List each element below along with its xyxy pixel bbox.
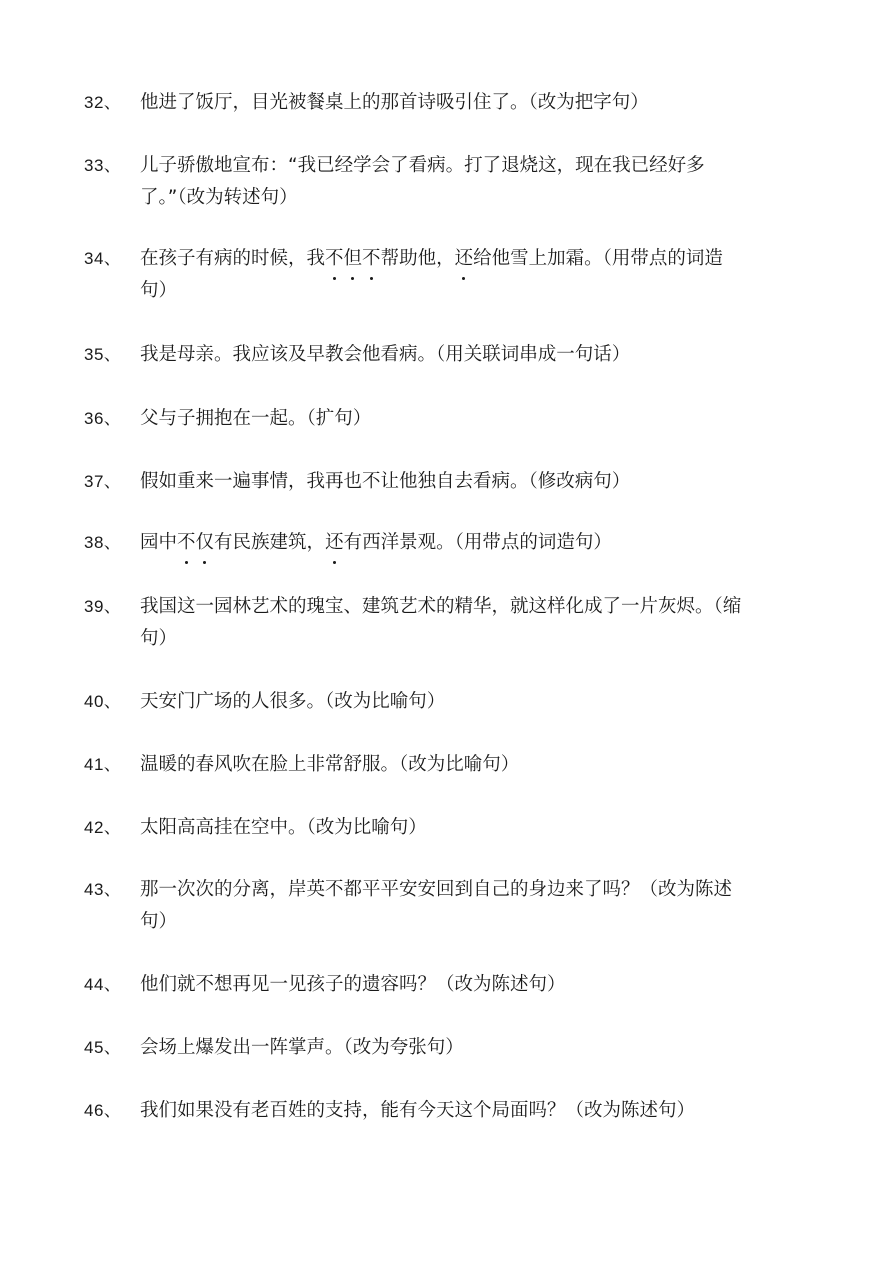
question-number: 38、 xyxy=(84,533,122,552)
question-number: 33、 xyxy=(84,156,122,175)
question-text-line: 句） xyxy=(140,280,178,301)
question-text-line: 我国这一园林艺术的瑰宝、建筑艺术的精华，就这样化成了一片灰烬。（缩 xyxy=(140,596,742,617)
emphasis-dotted-char: 不 xyxy=(177,527,196,559)
question-number: 35、 xyxy=(84,345,122,364)
question-text: 我们如果没有老百姓的支持，能有今天这个局面吗？（改为陈述句） xyxy=(140,1100,696,1121)
question-text: 他进了饭厅，目光被餐桌上的那首诗吸引住了。（改为把字句） xyxy=(140,92,649,113)
question-number: 36、 xyxy=(84,409,122,428)
question-text-line: 句） xyxy=(140,628,178,649)
question-number: 44、 xyxy=(84,975,122,994)
question-text: 我是母亲。我应该及早教会他看病。（用关联词串成一句话） xyxy=(140,344,631,365)
question-text-line: 句） xyxy=(140,911,178,932)
question-text xyxy=(140,874,812,938)
question-text xyxy=(140,591,812,655)
question-number: 32、 xyxy=(84,93,122,112)
question-text-line: 了。”（改为转述句） xyxy=(140,187,298,208)
question-number: 41、 xyxy=(84,755,122,774)
text-segment: 在孩子有病的时候，我 xyxy=(140,248,326,269)
text-segment: 帮助他， xyxy=(380,248,455,269)
question-text xyxy=(140,527,812,559)
question-text xyxy=(140,150,812,214)
question-text: 温暖的春风吹在脸上非常舒服。（改为比喻句） xyxy=(140,754,520,775)
question-text-line: 儿子骄傲地宣布：“我已经学会了看病。打了退烧这，现在我已经好多 xyxy=(140,155,705,176)
question-number: 34、 xyxy=(84,249,122,268)
emphasis-dotted-char: 不 xyxy=(325,243,344,275)
emphasis-dotted-char: 不 xyxy=(362,243,381,275)
question-number: 46、 xyxy=(84,1101,122,1120)
emphasis-dotted-char: 还 xyxy=(455,243,474,275)
question-number: 40、 xyxy=(84,692,122,711)
question-text: 假如重来一遍事情，我再也不让他独自去看病。（修改病句） xyxy=(140,471,631,492)
question-text: 他们就不想再见一见孩子的遗容吗？（改为陈述句） xyxy=(140,974,566,995)
emphasis-dotted-char: 仅 xyxy=(196,527,215,559)
question-text: 父与子拥抱在一起。（扩句） xyxy=(140,408,372,429)
emphasis-dotted-char: 还 xyxy=(325,527,344,559)
question-number: 39、 xyxy=(84,597,122,616)
emphasis-dotted-char: 但 xyxy=(344,243,363,275)
question-text xyxy=(140,243,812,307)
question-text: 会场上爆发出一阵掌声。（改为夸张句） xyxy=(140,1037,464,1058)
question-text: 太阳高高挂在空中。（改为比喻句） xyxy=(140,817,427,838)
text-segment: 有民族建筑， xyxy=(214,532,326,553)
question-text-line xyxy=(140,243,812,275)
question-number: 42、 xyxy=(84,818,122,837)
question-text-line: 那一次次的分离，岸英不都平平安安回到自己的身边来了吗？（改为陈述 xyxy=(140,879,733,900)
question-text: 天安门广场的人很多。（改为比喻句） xyxy=(140,691,446,712)
question-number: 45、 xyxy=(84,1038,122,1057)
text-segment: 给他雪上加霜。（用带点的词造 xyxy=(473,248,723,269)
text-segment: 园中 xyxy=(140,532,178,553)
question-number: 43、 xyxy=(84,880,122,899)
text-segment: 有西洋景观。（用带点的词造句） xyxy=(343,532,612,553)
question-number: 37、 xyxy=(84,472,122,491)
